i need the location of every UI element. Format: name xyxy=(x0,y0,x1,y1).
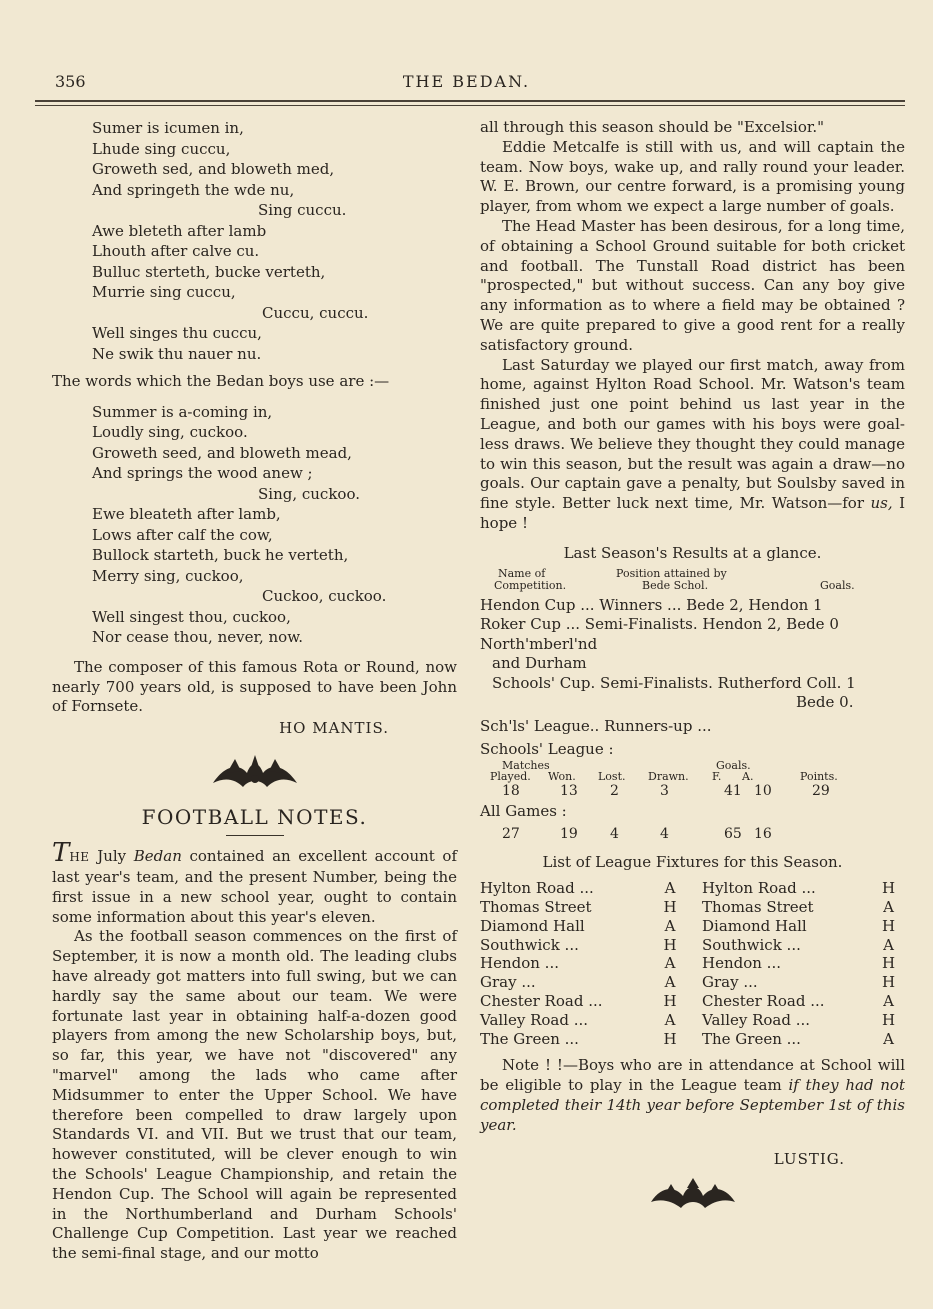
stats-column-header: Drawn. xyxy=(648,769,689,783)
football-paragraph-4: The Head Master has been desirous, for a long time, of obtaining a School Ground suitable for both cricket and football. The Tunstall Road district has been "prospected," but without success. Can any boy give any information as to where a field may be obtained ? We are quite prepared to give a good rent for a really satisfactory ground. xyxy=(480,216,905,354)
fixture-venue: H xyxy=(663,935,677,954)
poem-line: And springeth the wde nu, xyxy=(92,180,295,199)
poem-line: Murrie sing cuccu, xyxy=(92,283,236,301)
title-rule xyxy=(226,835,284,836)
header-rule-thin xyxy=(35,105,905,106)
all-games-stat-value: 27 xyxy=(502,826,520,843)
poem-line: Sing cuccu. xyxy=(258,201,347,219)
league-stat-value: 29 xyxy=(812,782,830,799)
fixture-team-return: Hylton Road ... xyxy=(702,879,816,898)
fixture-venue: H xyxy=(881,879,896,898)
fixture-team-home: Valley Road ... xyxy=(480,1010,589,1029)
poem-line: Nor cease thou, never, now. xyxy=(92,628,304,647)
fixture-venue: H xyxy=(881,916,896,935)
note-paragraph: Note ! !—Boys who are in attendance at School will be eligible to play in the League team if they had not completed their 14th year before September 1st of this year. xyxy=(480,1056,905,1134)
all-games-stat-value: 16 xyxy=(754,826,772,843)
league-label: Schools' League : xyxy=(480,740,614,759)
league-stat-value: 18 xyxy=(502,782,520,799)
league-stat-value: 10 xyxy=(754,782,772,799)
stats-column-header: Points. xyxy=(800,769,838,783)
football-paragraph-2: As the football season commences on the first of September, it is now a month old. The leading clubs have already got matters into full swing, but we can hardly say the same about our team. We were fortunate last year in obtaining half-a-dozen good players from among the new Scholarship boys, but, so far, this year, we have not "discovered" any "marvel" among the lads who came after Midsummer to enter the Upper School. We have therefore been compelled to draw largely upon Standards VI. and VII. But we trust that our team, however constituted, will be clever enough to win the Schools' League Championship, and retain the Hendon Cup. The School will again be represented in the Northumberland and Durham Schools' Challenge Cup Competition. Last year we reached the semi-final stage, and our motto xyxy=(52,927,457,1263)
fixture-team-return: Hendon ... xyxy=(702,954,781,973)
poem-modern xyxy=(92,402,457,648)
fixture-team-home: Gray ... xyxy=(480,973,536,992)
result-row: Hendon Cup ... Winners ... Bede 2, Hendon 1 xyxy=(480,595,823,614)
poem-line: Summer is a-coming in, xyxy=(92,402,273,421)
stats-column-header: Lost. xyxy=(598,769,626,783)
fixture-team-return: The Green ... xyxy=(702,1029,801,1048)
poem-line: Cuccu, cuccu. xyxy=(262,303,369,322)
league-stat-value: 2 xyxy=(610,782,619,799)
league-stat-value: 3 xyxy=(660,782,669,799)
fixture-row xyxy=(480,1011,905,1030)
fixture-venue: A xyxy=(664,973,676,992)
poem-line: Bullock starteth, buck he verteth, xyxy=(92,546,349,565)
results-title: Last Season's Results at a glance. xyxy=(563,543,822,562)
result-row: Sch'ls' League.. Runners-up ... xyxy=(480,716,712,735)
page-number: 356 xyxy=(55,72,86,91)
football-paragraph-3: Eddie Metcalfe is still with us, and will captain the team. Now boys, wake up, and rally round your leader. W. E. Brown, our centre forward, is a promising young player, from whom we expect a large number of goals. xyxy=(480,137,905,216)
fixture-venue: A xyxy=(664,1010,676,1029)
poem-line: Lhude sing cuccu, xyxy=(92,139,231,158)
result-row: Bede 0. xyxy=(796,693,854,712)
left-column xyxy=(52,118,457,1264)
league-stat-value: 41 xyxy=(724,782,742,799)
poem-line: Loudly sing, cuckoo. xyxy=(92,423,248,442)
fixture-team-home: Hylton Road ... xyxy=(480,879,594,898)
football-paragraph-5: Last Saturday we played our first match, away from home, against Hylton Road School. Mr. Watson's team finished just one point behind us last year in the League, and both our games with his boys were goal-less draws. We believe they thought they could manage to win this season, but the result was again a draw—no goals. Our captain gave a penalty, but Soulsby saved in fine style. Better luck next time, Mr. Watson—for us, I hope ! xyxy=(480,355,906,532)
fixture-team-return: Gray ... xyxy=(702,973,758,992)
poem-line: Cuckoo, cuckoo. xyxy=(262,587,387,606)
fixture-venue: A xyxy=(883,1029,894,1048)
league-stats-row xyxy=(480,782,905,802)
right-column xyxy=(480,118,905,1226)
poem-line: Well singest thou, cuckoo, xyxy=(92,607,291,626)
fixture-venue: H xyxy=(881,1010,896,1029)
fixture-team-home: The Green ... xyxy=(480,1029,579,1048)
fixtures-table xyxy=(480,879,905,1048)
fixture-team-return: Chester Road ... xyxy=(702,992,825,1011)
fixture-team-home: Diamond Hall xyxy=(480,916,585,935)
fixture-row xyxy=(480,936,905,955)
poem-line: Lhouth after calve cu. xyxy=(92,242,260,260)
poem-line: Bulluc sterteth, bucke verteth, xyxy=(92,262,326,281)
intro-text: The words which the Bedan boys use are :— xyxy=(52,372,390,390)
stats-column-header: Won. xyxy=(548,769,576,783)
composer-paragraph: The composer of this famous Rota or Round, now nearly 700 years old, is supposed to have been John of Fornsete. xyxy=(52,657,457,716)
poem-line: Well singes thu cuccu, xyxy=(92,324,262,342)
fixture-venue: H xyxy=(881,954,896,973)
fixture-team-home: Hendon ... xyxy=(480,954,559,973)
fixture-row xyxy=(480,954,905,973)
result-row: Roker Cup ... Semi-Finalists. Hendon 2, Bede 0 xyxy=(480,615,839,634)
poem-original xyxy=(92,118,457,364)
fixture-venue: H xyxy=(881,973,896,992)
running-title: THE BEDAN. xyxy=(402,72,531,91)
ornament-icon xyxy=(52,753,457,795)
fixture-venue: A xyxy=(883,898,894,917)
fixture-venue: A xyxy=(664,916,676,935)
fixture-row xyxy=(480,973,905,992)
all-games-stat-value: 4 xyxy=(610,826,619,843)
stats-column-header: Played. xyxy=(490,769,531,783)
result-row: North'mberl'nd xyxy=(480,634,598,653)
result-row: and Durham xyxy=(492,654,587,673)
fixtures-title: List of League Fixtures for this Season. xyxy=(542,853,843,872)
fixture-team-return: Diamond Hall xyxy=(702,916,807,935)
poem-line: And springs the wood anew ; xyxy=(92,464,313,483)
fixture-venue: A xyxy=(883,935,894,954)
fixture-venue: H xyxy=(663,992,677,1011)
fixture-team-return: Valley Road ... xyxy=(702,1010,811,1029)
result-row: Schools' Cup. Semi-Finalists. Rutherford Coll. 1 xyxy=(492,673,856,692)
header-rule xyxy=(35,100,905,102)
stats-column-header: F. xyxy=(712,769,722,783)
fixture-venue: A xyxy=(664,954,676,973)
football-notes-title: FOOTBALL NOTES. xyxy=(141,805,368,830)
poem-line: Ewe bleateth after lamb, xyxy=(92,505,281,524)
fixture-venue: A xyxy=(664,879,676,898)
all-games-row xyxy=(480,825,905,847)
poem-line: Lows after calf the cow, xyxy=(92,525,273,544)
signature-ho-mantis: HO MANTIS. xyxy=(279,719,389,738)
ornament-icon xyxy=(480,1176,905,1216)
page-header xyxy=(0,66,933,96)
fixture-row xyxy=(480,898,905,917)
fixture-venue: H xyxy=(663,1029,677,1048)
fixture-venue: A xyxy=(883,992,894,1011)
poem-line: Sumer is icumen in, xyxy=(92,119,244,137)
fixture-team-return: Southwick ... xyxy=(702,935,801,954)
football-paragraph-2-cont: all through this season should be "Excelsior." xyxy=(480,118,825,136)
league-stats-header: Matches Goals. Played. Won. Lost. Drawn. F. A. Points. xyxy=(490,758,838,783)
all-games-label: All Games : xyxy=(480,801,567,820)
fixture-row xyxy=(480,879,905,898)
league-stat-value: 13 xyxy=(560,782,578,799)
fixture-team-home: Thomas Street xyxy=(480,898,592,917)
fixture-row xyxy=(480,917,905,936)
poem-line: Ne swik thu nauer nu. xyxy=(92,344,262,363)
all-games-stat-value: 4 xyxy=(660,826,669,843)
poem-line: Sing, cuckoo. xyxy=(258,484,360,503)
poem-line: Merry sing, cuckoo, xyxy=(92,566,244,585)
poem-line: Groweth sed, and bloweth med, xyxy=(92,160,335,178)
fixture-row xyxy=(480,1030,905,1049)
poem-line: Groweth seed, and bloweth mead, xyxy=(92,443,352,462)
fixture-venue: H xyxy=(663,898,677,917)
poem-line: Awe bleteth after lamb xyxy=(92,221,267,240)
all-games-stat-value: 65 xyxy=(724,826,742,843)
fixture-row xyxy=(480,992,905,1011)
drop-cap: T xyxy=(52,838,70,869)
football-paragraph-1: THE July Bedan contained an excellent account of last year's team, and the present Number, being the first issue in a new school year, ought to contain some information about this year's eleven. xyxy=(52,838,457,926)
fixture-team-home: Chester Road ... xyxy=(480,992,603,1011)
all-games-stat-value: 19 xyxy=(560,826,578,843)
results-header: Name of Competition. Position attained by Bede Schol. Goals. xyxy=(494,566,855,592)
stats-column-header: A. xyxy=(742,769,754,783)
fixture-team-home: Southwick ... xyxy=(480,935,579,954)
signature-lustig: LUSTIG. xyxy=(773,1149,845,1168)
fixture-team-return: Thomas Street xyxy=(702,898,814,917)
